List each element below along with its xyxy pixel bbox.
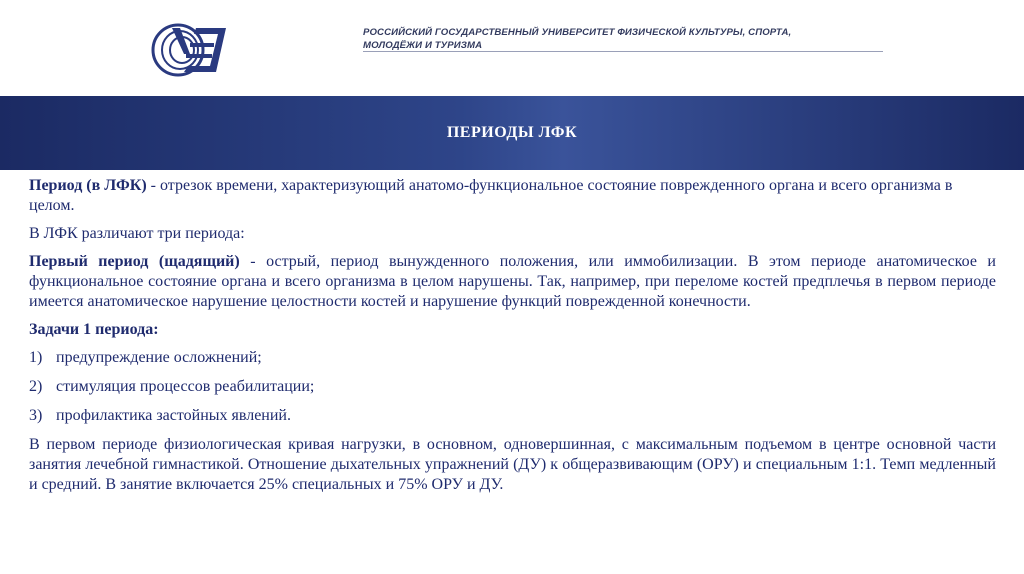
list-number: 1) <box>29 349 43 366</box>
list-number: 3) <box>29 407 43 424</box>
list-item <box>29 406 996 426</box>
title-banner <box>0 96 1024 170</box>
list-text: стимуляция процессов реабилитации; <box>56 378 315 395</box>
first-period-text: - острый, период вынужденного положения, или иммобилизации. В этом периоде анатомическое и функциональное состояние органа и всего организма в целом нарушены. Так, например, при переломе костей предплечья в первом периоде имеется анатомическое нарушение целостности костей и нарушение функций поврежденной конечности. <box>29 253 996 310</box>
list-text: предупреждение осложнений; <box>56 349 262 366</box>
university-logo-icon <box>150 22 232 78</box>
list-text: профилактика застойных явлений. <box>56 407 291 424</box>
paragraph-load-curve: В первом периоде физиологическая кривая нагрузки, в основном, одновершинная, с максимальным подъемом в центре основной части занятия лечебной гимнастикой. Отношение дыхательных упражнений (ДУ) к общеразвивающим (ОРУ) и специальным 1:1. Темп медленный и средний. В занятие включается 25% специальных и 75% ОРУ и ДУ. <box>29 436 996 493</box>
university-name <box>363 27 883 52</box>
tasks-heading: Задачи 1 периода: <box>29 321 159 338</box>
definition-text: - отрезок времени, характеризующий анатомо-функциональное состояние поврежденного органа и всего организма в целом. <box>29 177 953 214</box>
header-divider <box>363 51 883 52</box>
paragraph-period-definition <box>29 176 996 216</box>
term-first-period: Первый период (щадящий) <box>29 253 240 270</box>
university-name-line2: МОЛОДЁЖИ И ТУРИЗМА <box>363 39 483 51</box>
university-name-line1: РОССИЙСКИЙ ГОСУДАРСТВЕННЫЙ УНИВЕРСИТЕТ ФИЗИЧЕСКОЙ КУЛЬТУРЫ, СПОРТА, <box>363 27 792 38</box>
term-period: Период (в ЛФК) <box>29 177 147 194</box>
paragraph-first-period <box>29 252 996 312</box>
page-title: ПЕРИОДЫ ЛФК <box>446 124 578 141</box>
slide-content <box>29 176 996 503</box>
list-number: 2) <box>29 378 43 395</box>
list-item <box>29 348 996 368</box>
paragraph-three-periods: В ЛФК различают три периода: <box>29 225 245 242</box>
list-item <box>29 377 996 397</box>
